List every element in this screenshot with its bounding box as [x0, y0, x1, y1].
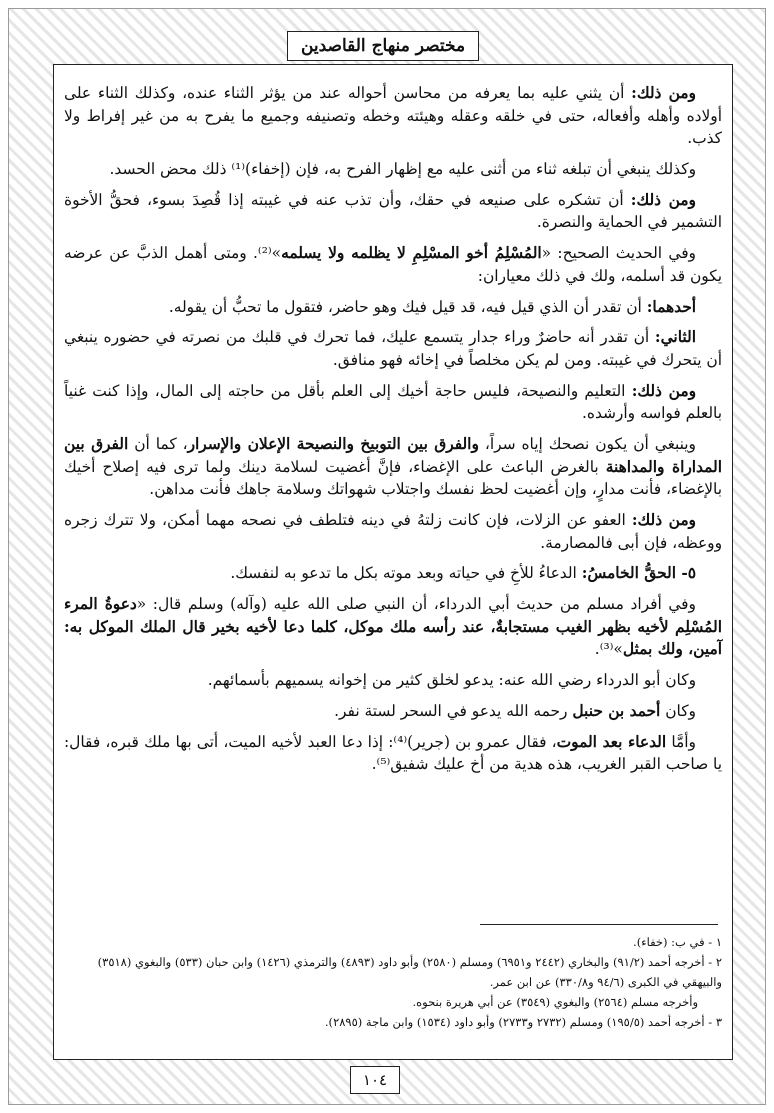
paragraph-text: وفي الحديث الصحيح: « — [541, 244, 696, 263]
paragraph-text: أن يثني عليه بما يعرفه من محاسن أحواله عند من يؤثر الثناء عنده، وكذلك الثناء على أولاده وأهله وأفعاله، حتى في خلقه وعقله وهيئته وخطه وتصنيفه وجميع ما يفرح به من غير إفراط ولا كذب. — [64, 84, 722, 148]
footnotes — [64, 932, 722, 1032]
paragraph — [64, 731, 722, 776]
paragraph-text: ، فقال عمرو بن (جرير)⁽⁴⁾: إذا دعا العبد لأخيه الميت، أتى بها ملك قبره، فقال: يا صاحب القبر الغريب، هذه هدية من أخ عليك شفيق⁽⁵⁾. — [64, 732, 722, 774]
paragraph — [64, 189, 722, 234]
emphasis: الفرق بين المداراة والمداهنة — [64, 435, 722, 476]
paragraph-lead: ومن ذلك: — [631, 381, 696, 400]
emphasis: الدعاء بعد الموت — [556, 732, 667, 751]
footnote-divider — [480, 924, 718, 925]
running-header — [287, 31, 479, 61]
paragraph-text: وينبغي أن يكون نصحك إياه سراً، — [478, 435, 696, 454]
paragraph-text: وفي أفراد مسلم من حديث أبي الدرداء، أن النبي صلى الله عليه (وآله) وسلم قال: « — [136, 595, 696, 614]
main-text — [64, 82, 722, 784]
paragraph-lead: الثاني: — [654, 328, 696, 347]
section-heading: ٥- الحقُّ الخامسُ: — [581, 564, 696, 583]
paragraph-lead: ومن ذلك: — [631, 511, 696, 529]
paragraph — [64, 433, 722, 501]
footnote: وأخرجه مسلم (٢٥٦٤) والبغوي (٣٥٤٩) عن أبي هريرة بنحوه. — [412, 995, 698, 1009]
paragraph-text: الدعاءُ للأخِ في حياته وبعد موته بكل ما تدعو به لنفسك. — [230, 564, 582, 583]
paragraph-lead: ومن ذلك: — [631, 84, 696, 102]
paragraph-lead: ومن ذلك: — [630, 190, 696, 209]
paragraph — [64, 296, 722, 319]
paragraph — [64, 158, 722, 181]
paragraph-text: ، كما أن — [128, 435, 188, 454]
footnote: ١ - في ب: (خفاء). — [633, 935, 722, 949]
paragraph-text: »⁽³⁾. — [594, 640, 623, 659]
footnote: ٣ - أخرجه أحمد (١٩٥/٥) ومسلم (٢٧٣٢ و٢٧٣٣) وأبو داود (١٥٣٤) وابن ماجة (٢٨٩٥). — [324, 1015, 722, 1029]
paragraph — [64, 326, 722, 371]
paragraph-text: أن تشكره على صنيعه في حقك، وأن تذب عنه في غيبته إذا قُصِدَ بسوء، فحقُّ الأخوة التشمير في الحماية والنصرة. — [64, 190, 722, 232]
paragraph-lead: أحدهما: — [646, 297, 696, 316]
paragraph-text: وكان أبو الدرداء رضي الله عنه: يدعو لخلق كثير من إخوانه يسميهم بأسمائهم. — [207, 671, 696, 690]
paragraph — [64, 562, 722, 585]
paragraph-text: وكان — [660, 701, 696, 720]
paragraph-text: وأمَّا — [666, 732, 696, 751]
paragraph — [64, 82, 722, 150]
paragraph-text: العفو عن الزلات، فإن كانت زلتهُ في دينه فتلطف في نصحه مهما أمكن، ولا تترك زجره ووعظه، فإن أبى فالمصارمة. — [64, 511, 722, 552]
paragraph — [64, 509, 722, 554]
emphasis: والفرق بين التوبيخ والنصيحة الإعلان والإسرار — [187, 435, 479, 454]
paragraph-text: »⁽²⁾. ومتى أهمل الذبَّ عن عرضه يكون قد أسلمه، ولك في ذلك معياران: — [64, 244, 722, 285]
book-title: مختصر منهاج القاصدين — [300, 36, 466, 56]
paragraph-text: أن تقدر أنه حاضرٌ وراء جدار يتسمع عليك، فما تحرك في قلبك من نصرته في حضوره ينبغي أن يتحرك في غيبته. ومن لم يكن مخلصاً في إخائه فهو منافق. — [64, 328, 722, 369]
page-number: ١٠٤ — [362, 1071, 388, 1089]
paragraph — [64, 700, 722, 723]
footnote: ٢ - أخرجه أحمد (٩١/٢) والبخاري (٢٤٤٢ و٦٩٥١) ومسلم (٢٥٨٠) وأبو داود (٤٨٩٣) والترمذي (١٤٢٦) وابن حبان (٥٣٣) والبغوي (٣٥١٨) والبيهقي في الكبرى (٩٤/٦ و٣٣٠/٨) عن ابن عمر. — [97, 955, 722, 989]
paragraph-text: رحمه الله يدعو في السحر لستة نفر. — [334, 701, 573, 720]
paragraph-text: وكذلك ينبغي أن تبلغه ثناء من أثنى عليه مع إظهار الفرح به، فإن (إخفاء)⁽¹⁾ ذلك محض الحسد. — [109, 159, 696, 178]
hadith-quote: المُسْلِمُ أخو المسْلِمِ لا يظلمه ولا يسلمه — [281, 244, 542, 263]
paragraph-text: التعليم والنصيحة، فليس حاجة أخيك إلى العلم بأقل من حاجته إلى المال، وإذا كنت غنياً بالعلم فواسه وأرشده. — [64, 381, 722, 423]
paragraph-text: بالغرض الباعث على الإغضاء، فإنَّ أغضيت لسلامة دينك ولما ترى فيه إصلاح أخيك بالإغضاء، فأنت مدارٍ، وإن أغضيت لحظ نفسك واجتلاب شهواتك وسلامة جاهك فأنت مداهن. — [64, 457, 722, 499]
paragraph-text: أن تقدر أن الذي قيل فيه، قد قيل فيك وهو حاضر، فتقول ما تحبُّ أن يقوله. — [168, 297, 647, 316]
paragraph — [64, 242, 722, 287]
hadith-quote: دعوةُ المرء المُسْلِم لأخيه بظهر الغيب مستجابةٌ، عند رأسه ملك موكل، كلما دعا لأخيه بخير قال الملك الموكل به: آمين، ولك بمثل — [64, 595, 722, 659]
paragraph — [64, 669, 722, 692]
paragraph — [64, 380, 722, 425]
paragraph — [64, 593, 722, 661]
page-number-box — [350, 1066, 400, 1094]
emphasis: أحمد بن حنبل — [572, 701, 661, 720]
